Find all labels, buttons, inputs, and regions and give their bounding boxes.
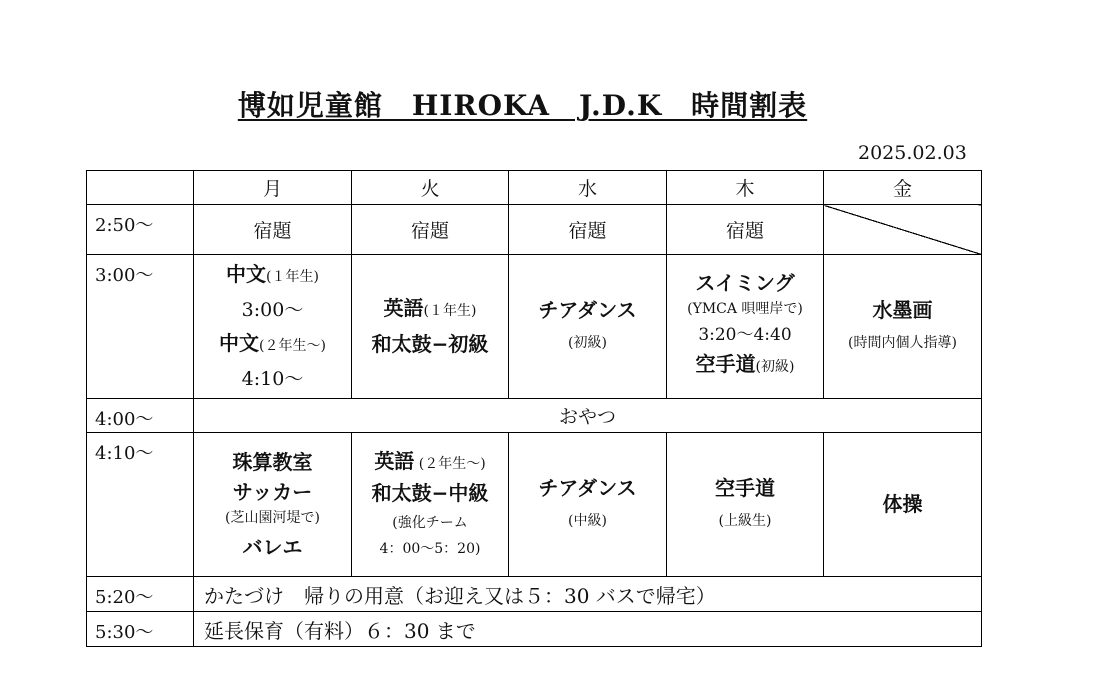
cell-mon bbox=[194, 433, 352, 577]
cell-fri bbox=[824, 255, 982, 399]
cell-cleanup: かたづけ 帰りの用意（お迎え又は５：30 バスで帰宅） bbox=[194, 577, 982, 612]
page-title: 博如児童館 HIROKA J.D.K 時間割表 bbox=[237, 89, 808, 122]
page-title-wrap bbox=[0, 84, 1045, 124]
cell-mon: 宿題 bbox=[194, 205, 352, 255]
document-date: 2025.02.03 bbox=[858, 142, 967, 164]
cell-thu bbox=[667, 255, 824, 399]
activity-karate: 空手道 bbox=[715, 475, 775, 500]
row-0300 bbox=[87, 255, 982, 399]
cell-thu: 宿題 bbox=[667, 205, 824, 255]
row-0250 bbox=[87, 205, 982, 255]
activity-karate: 空手道 bbox=[695, 351, 756, 376]
day-header-fri: 金 bbox=[824, 171, 982, 205]
day-header-thu: 木 bbox=[667, 171, 824, 205]
activity-note: (２年生〜) bbox=[414, 455, 486, 472]
activity-english: 英語 bbox=[383, 296, 424, 320]
header-row bbox=[87, 171, 982, 205]
day-header-wed: 水 bbox=[509, 171, 667, 205]
activity-note: (芝山園河堤で) bbox=[225, 509, 320, 526]
activity-note: (強化チーム bbox=[392, 514, 468, 531]
cell-mon bbox=[194, 255, 352, 399]
cell-wed: 宿題 bbox=[509, 205, 667, 255]
cell-tue bbox=[352, 255, 509, 399]
time-label: 4:00〜 bbox=[87, 399, 194, 433]
cell-fri bbox=[824, 433, 982, 577]
activity-time: 4:10〜 bbox=[241, 367, 304, 390]
row-0400 bbox=[87, 399, 982, 433]
cell-snack: おやつ bbox=[194, 399, 982, 433]
activity-note: (YMCA 唄哩岸で) bbox=[687, 300, 803, 317]
activity-chinese: 中文 bbox=[226, 261, 267, 286]
time-label: 4:10〜 bbox=[87, 433, 194, 577]
time-label: 5:30〜 bbox=[87, 612, 194, 647]
activity-abacus: 珠算教室 bbox=[232, 449, 313, 474]
activity-note: (中級) bbox=[568, 512, 607, 529]
cell-wed bbox=[509, 255, 667, 399]
cell-tue bbox=[352, 433, 509, 577]
activity-taiko: 和太鼓−中級 bbox=[371, 480, 489, 505]
activity-note: (上級生) bbox=[718, 512, 772, 529]
row-0410 bbox=[87, 433, 982, 577]
cell-fri-empty-diagonal bbox=[824, 205, 982, 255]
cell-thu bbox=[667, 433, 824, 577]
timetable bbox=[86, 170, 982, 647]
activity-time: 3:20〜4:40 bbox=[698, 324, 792, 345]
activity-note: (１年生) bbox=[423, 303, 477, 319]
activity-ballet: バレエ bbox=[242, 534, 303, 559]
time-label: 2:50〜 bbox=[87, 205, 194, 255]
activity-note: (初級) bbox=[755, 358, 795, 375]
time-label: 5:20〜 bbox=[87, 577, 194, 612]
activity-time: 3:00〜 bbox=[241, 298, 304, 321]
activity-note: (初級) bbox=[568, 334, 607, 351]
activity-swimming: スイミング bbox=[695, 270, 795, 295]
cell-extended-care: 延長保育（有料）６：30 まで bbox=[194, 612, 982, 647]
corner-cell bbox=[87, 171, 194, 205]
activity-soccer: サッカー bbox=[232, 479, 313, 504]
activity-note: (時間内個人指導) bbox=[848, 334, 957, 351]
activity-cheer-dance: チアダンス bbox=[538, 475, 637, 500]
row-0520 bbox=[87, 577, 982, 612]
activity-taiko: 和太鼓−初級 bbox=[371, 332, 489, 356]
activity-cheer-dance: チアダンス bbox=[538, 297, 637, 322]
activity-ink-painting: 水墨画 bbox=[872, 297, 933, 322]
day-header-tue: 火 bbox=[352, 171, 509, 205]
day-header-mon: 月 bbox=[194, 171, 352, 205]
cell-wed bbox=[509, 433, 667, 577]
activity-chinese: 中文 bbox=[219, 330, 260, 355]
activity-time: 4：00〜5：20) bbox=[379, 540, 481, 557]
time-label: 3:00〜 bbox=[87, 255, 194, 399]
row-0530 bbox=[87, 612, 982, 647]
activity-note: (１年生) bbox=[266, 268, 319, 285]
activity-english: 英語 bbox=[374, 448, 415, 473]
activity-gymnastics: 体操 bbox=[882, 492, 923, 516]
cell-tue: 宿題 bbox=[352, 205, 509, 255]
activity-note: (２年生〜) bbox=[259, 337, 326, 354]
